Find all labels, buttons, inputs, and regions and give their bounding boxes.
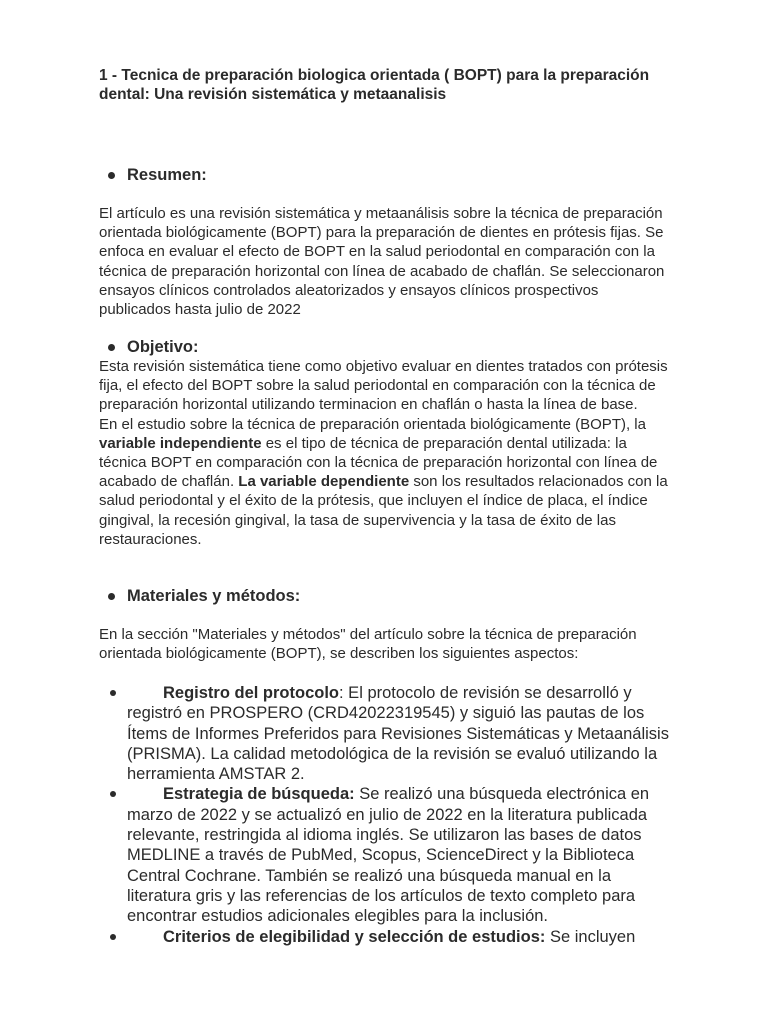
list-item-lead: Estrategia de búsqueda: [163,785,355,804]
bullet-icon [108,593,115,600]
resumen-body: El artículo es una revisión sistemática y metaanálisis sobre la técnica de preparación orientada biológicamente (BOPT) para la preparación de dientes en prótesis fijas. Se enfoca en evaluar el efecto de BOPT en la salud periodontal en comparación con la técnica de preparación horizontal con línea de acabado de chaflán. Se seleccionaron ensayos clínicos controlados aleatorizados y ensayos clínicos prospectivos publicados hasta julio de 2022 [99,205,665,319]
section-heading-label: Materiales y métodos: [127,587,301,605]
document-title: 1 - Tecnica de preparación biologica orientada ( BOPT) para la preparación dental: Una revisión sistemática y metaanalisis [99,67,650,103]
bullet-icon [110,791,116,797]
section-heading-objetivo [99,337,199,357]
list-item-lead: Registro del protocolo [163,684,340,702]
objetivo-paragraph-2-text: En el estudio sobre la técnica de preparación orientada biológicamente (BOPT), la [99,415,646,433]
variable-dependiente-label: La variable dependiente [238,473,410,491]
objetivo-body [99,357,674,549]
objetivo-paragraph-1: Esta revisión sistemática tiene como objetivo evaluar en dientes tratados con prótesis fija, el efecto del BOPT sobre la salud periodontal en comparación con la técnica de preparación horizontal utilizando terminacion en chaflán o hasta la línea de base. [99,358,668,414]
section-heading-label: Resumen: [127,166,207,184]
list-item-lead: Criterios de elegibilidad y selección de estudios: [163,927,546,946]
list-item [99,784,674,926]
objetivo-paragraph-2-text: son los resultados relacionados con la salud periodontal y el éxito de la prótesis, que incluyen el índice de placa, el índice gingival, la recesión gingival, la tasa de supervivencia y la tasa de éxito de las restauraciones. [99,473,668,548]
list-item [99,683,674,784]
list-item-text: Se incluyen [545,927,636,946]
bullet-icon [108,172,115,179]
bullet-icon [110,934,116,940]
list-item-text: : El protocolo de revisión se desarrolló y registró en PROSPERO (CRD42022319545) y siguió las pautas de los Ítems de Informes Preferidos para Revisiones Sistemáticas y Metaanálisis (PRISMA). La calidad metodológica de la revisión se evaluó utilizando la herramienta AMSTAR 2. [127,684,669,784]
section-heading-label: Objetivo: [127,338,199,356]
section-heading-materiales [99,586,300,606]
variable-independiente-label: variable independiente [99,434,262,452]
list-item [99,927,674,947]
section-heading-resumen [99,165,207,185]
bullet-icon [108,344,115,351]
materiales-intro: En la sección "Materiales y métodos" del artículo sobre la técnica de preparación orientada biológicamente (BOPT), se describen los siguientes aspectos: [99,626,637,663]
objetivo-paragraph-2-text: es el tipo de técnica de preparación dental utilizada: la técnica BOPT en comparación con la técnica de preparación horizontal con línea de acabado de chaflán. [99,434,658,491]
list-item-text: Se realizó una búsqueda electrónica en marzo de 2022 y se actualizó en julio de 2022 en la literatura publicada relevante, restringida al idioma inglés. Se utilizaron las bases de datos MEDLINE a través de PubMed, Scopus, ScienceDirect y la Biblioteca Central Cochrane. También se realizó una búsqueda manual en la literatura gris y las referencias de los artículos de texto completo para encontrar estudios adicionales elegibles para la inclusión. [127,785,650,926]
materiales-list [99,683,674,947]
bullet-icon [110,690,116,696]
